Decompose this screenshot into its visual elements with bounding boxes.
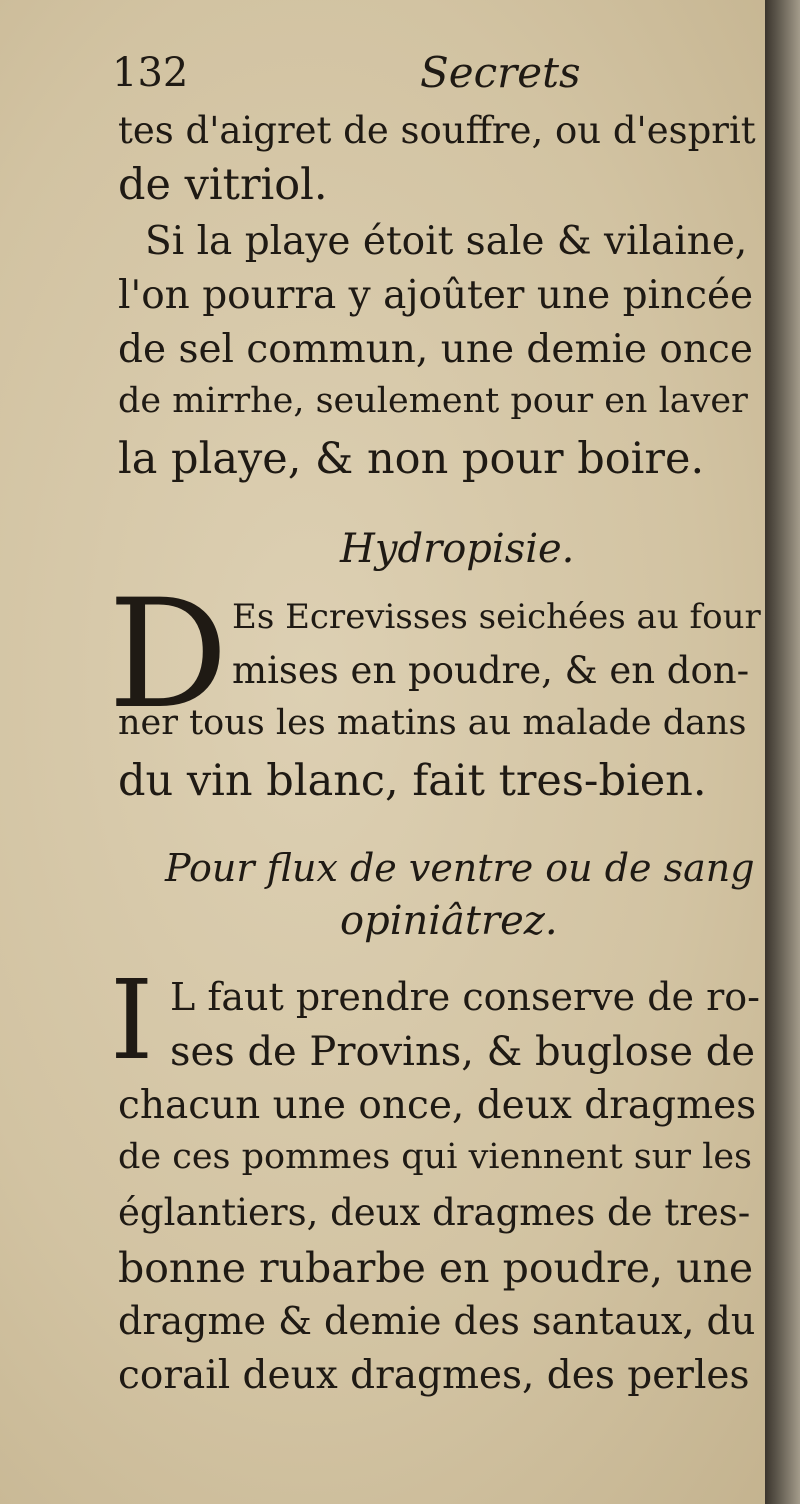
text-line: L faut prendre conserve de ro- (170, 975, 760, 1019)
text-line: de mirrhe, seulement pour en laver (118, 381, 748, 421)
text-line: l'on pourra y ajoûter une pincée (118, 273, 754, 318)
text-line: Es Ecrevisses seichées au four (232, 597, 761, 637)
book-spine-edge (765, 0, 800, 1504)
text-line: ses de Provins, & buglose de (170, 1029, 756, 1075)
text-line: corail deux dragmes, des perles (118, 1353, 750, 1398)
text-line: églantiers, deux dragmes de tres- (118, 1191, 751, 1234)
text-line: bonne rubarbe en poudre, une (118, 1244, 754, 1292)
text-line: la playe, & non pour boire. (118, 434, 705, 484)
text-line: du vin blanc, fait tres-bien. (118, 756, 707, 806)
text-line: Si la playe étoit sale & vilaine, (145, 219, 748, 264)
section-heading: Hydropisie. (340, 526, 575, 572)
drop-cap: I (110, 956, 154, 1084)
section-heading: Pour flux de ventre ou de sang (165, 846, 755, 890)
text-line: de vitriol. (118, 160, 328, 210)
text-line: dragme & demie des santaux, du (118, 1299, 756, 1343)
text-line: mises en poudre, & en don- (232, 649, 750, 692)
text-line: chacun une once, deux dragmes (118, 1083, 757, 1128)
running-title: Secrets (420, 48, 581, 97)
page-number: 132 (112, 50, 189, 96)
section-heading: opiniâtrez. (340, 898, 558, 944)
text-line: tes d'aigret de souffre, ou d'esprit (118, 109, 756, 152)
text-line: de sel commun, une demie once (118, 327, 753, 372)
drop-cap: D (108, 568, 229, 742)
text-line: de ces pommes qui viennent sur les (118, 1137, 752, 1177)
text-line: ner tous les matins au malade dans (118, 703, 747, 743)
